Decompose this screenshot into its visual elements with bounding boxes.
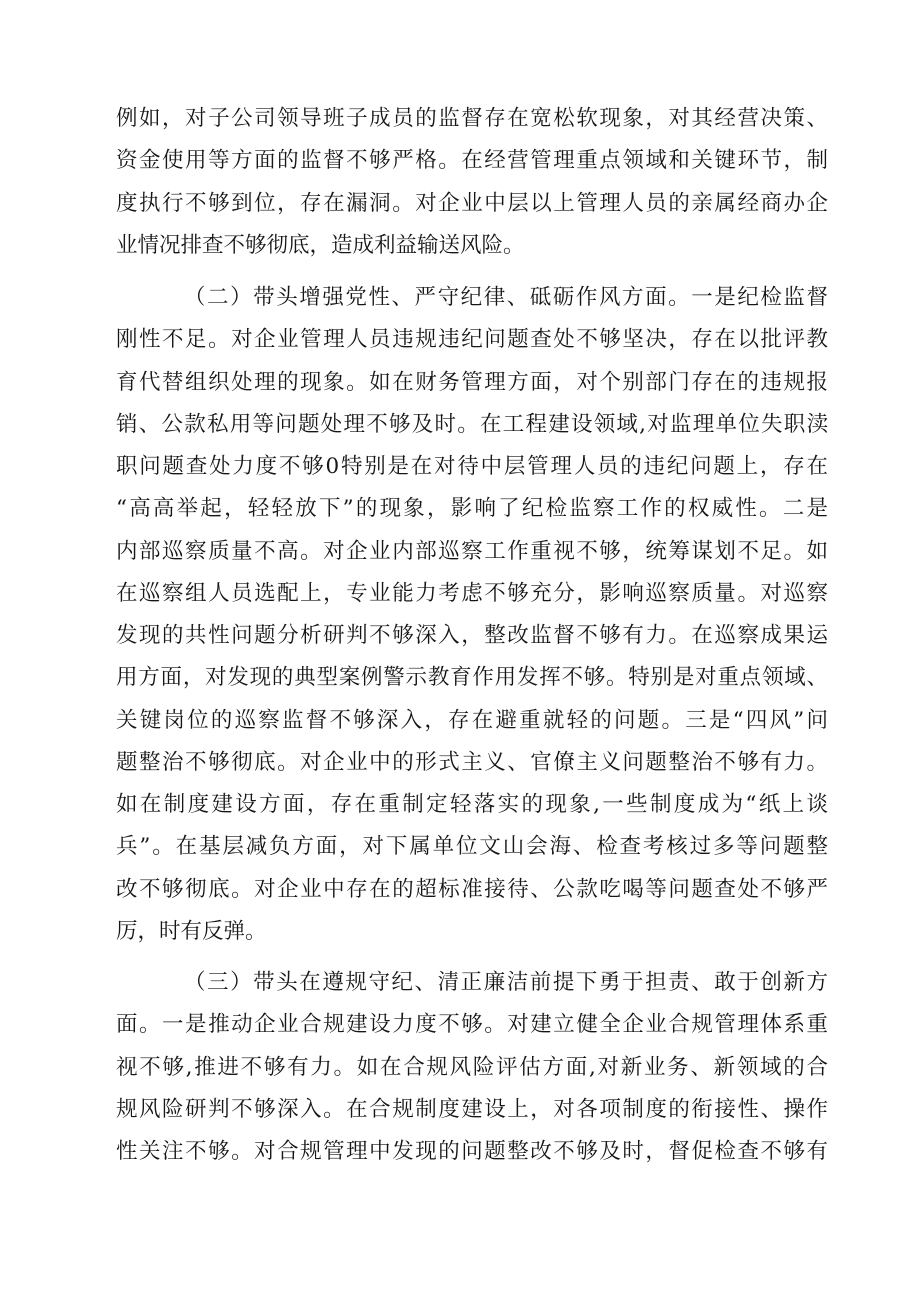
paragraph-line: 刚性不足。对企业管理人员违规违纪问题查处不够坚决，存在以批评教 (116, 327, 828, 353)
paragraph-line: 在巡察组人员选配上，专业能力考虑不够充分，影响巡察质量。对巡察 (116, 580, 828, 606)
paragraph-line: 兵”。在基层减负方面，对下属单位文山会海、检查考核过多等问题整 (116, 834, 828, 860)
paragraph-line: 例如，对子公司领导班子成员的监督存在宽松软现象，对其经营决策、 (116, 106, 828, 131)
paragraph-line: 育代替组织处理的现象。如在财务管理方面，对个别部门存在的违规报 (116, 369, 828, 395)
paragraph-line: 视不够,推进不够有力。如在合规风险评估方面,对新业务、新领域的合 (116, 1054, 828, 1080)
paragraph-line: 职问题查处力度不够0特别是在对待中层管理人员的违纪问题上，存在 (116, 454, 828, 479)
paragraph-1 (116, 98, 828, 267)
paragraph-line: 面。一是推动企业合规建设力度不够。对建立健全企业合规管理体系重 (116, 1012, 828, 1038)
paragraph-3 (116, 962, 828, 1173)
paragraph-line: 改不够彻底。对企业中存在的超标准接待、公款吃喝等问题查处不够严 (116, 876, 828, 902)
paragraph-line: 厉，时有反弹。 (116, 918, 267, 944)
paragraph-line: “高高举起，轻轻放下”的现象，影响了纪检监察工作的权威性。二是 (116, 496, 828, 522)
paragraph-line: 发现的共性问题分析研判不够深入，整改监督不够有力。在巡察成果运 (116, 623, 828, 648)
paragraph-line: 销、公款私用等问题处理不够及时。在工程建设领域,对监理单位失职渎 (116, 411, 828, 437)
paragraph-line: 度执行不够到位，存在漏洞。对企业中层以上管理人员的亲属经商办企 (116, 190, 828, 216)
paragraph-line: （二）带头增强党性、严守纪律、砥砺作风方面。一是纪检监督 (184, 285, 828, 310)
paragraph-line: （三）带头在遵规守纪、清正廉洁前提下勇于担责、敢于创新方 (184, 970, 828, 995)
paragraph-line: 内部巡察质量不高。对企业内部巡察工作重视不够，统筹谋划不足。如 (116, 538, 828, 564)
paragraph-line: 业情况排查不够彻底，造成利益输送风险。 (116, 232, 525, 258)
paragraph-line: 题整治不够彻底。对企业中的形式主义、官僚主义问题整治不够有力。 (116, 749, 828, 775)
paragraph-line: 如在制度建设方面，存在重制定轻落实的现象,一些制度成为“纸上谈 (116, 792, 828, 817)
paragraph-line: 用方面，对发现的典型案例警示教育作用发挥不够。特别是对重点领域、 (116, 665, 828, 691)
paragraph-line: 规风险研判不够深入。在合规制度建设上，对各项制度的衔接性、操作 (116, 1096, 828, 1122)
paragraph-line: 关键岗位的巡察监督不够深入，存在避重就轻的问题。三是“四风”问 (116, 707, 828, 733)
paragraph-line: 性关注不够。对合规管理中发现的问题整改不够及时，督促检查不够有 (116, 1139, 828, 1164)
paragraph-2 (116, 277, 828, 953)
paragraph-line: 资金使用等方面的监督不够严格。在经营管理重点领域和关键环节，制 (116, 148, 828, 174)
